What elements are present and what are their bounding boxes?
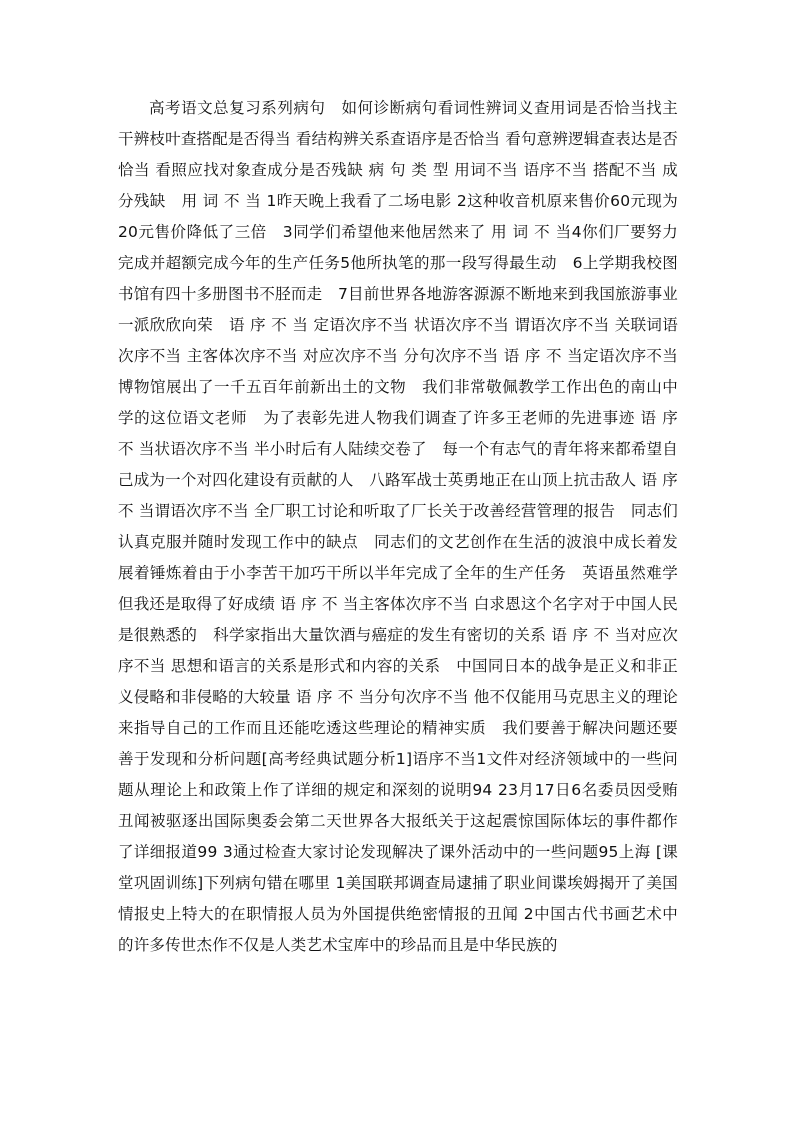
document-body-text: 高考语文总复习系列病句 如何诊断病句看词性辨词义查用词是否恰当找主干辨枝叶查搭配是否得当 看结构辨关系查语序是否恰当 看句意辨逻辑查表达是否恰当 看照应找对象查成分是否残缺 病 句 类 型 用词不当 语序不当 搭配不当 成分残缺 用 词 不 当 1昨天晚上我看了二场电影 2这种收音机原来售价60元现为20元售价降低了三倍 3同学们希望他来他居然来了 用 词 不 当4你们厂要努力完成并超额完成今年的生产任务5他所执笔的那一段写得最生动 6上学期我校图书馆有四十多册图书不胫而走 7目前世界各地游客源源不断地来到我国旅游事业一派欣欣向荣 语 序 不 当 定语次序不当 状语次序不当 谓语次序不当 关联词语次序不当 主客体次序不当 对应次序不当 分句次序不当 语 序 不 当定语次序不当 博物馆展出了一千五百年前新出土的文物 我们非常敬佩教学工作出色的南山中学的这位语文老师 为了表彰先进人物我们调查了许多王老师的先进事迹 语 序 不 当状语次序不当 半小时后有人陆续交卷了 每一个有志气的青年将来都希望自己成为一个对四化建设有贡献的人 八路军战士英勇地正在山顶上抗击敌人 语 序 不 当谓语次序不当 全厂职工讨论和听取了厂长关于改善经营管理的报告 同志们认真克服并随时发现工作中的缺点 同志们的文艺创作在生活的波浪中成长着发展着锤炼着由于小李苦干加巧干所以半年完成了全年的生产任务 英语虽然难学但我还是取得了好成绩 语 序 不 当主客体次序不当 白求恩这个名字对于中国人民是很熟悉的 科学家指出大量饮酒与癌症的发生有密切的关系 语 序 不 当对应次序不当 思想和语言的关系是形式和内容的关系 中国同日本的战争是正义和非正义侵略和非侵略的大较量 语 序 不 当分句次序不当 他不仅能用马克思主义的理论来指导自己的工作而且还能吃透这些理论的精神实质 我们要善于解决问题还要善于发现和分析问题[高考经典试题分析1]语序不当1文件对经济领域中的一些问题从理论上和政策上作了详细的规定和深刻的说明94 23月17日6名委员因受贿丑闻被驱逐出国际奥委会第二天世界各大报纸关于这起震惊国际体坛的事件都作了详细报道99 3通过检查大家讨论发现解决了课外活动中的一些问题95上海 [课堂巩固训练]下列病句错在哪里 1美国联邦调查局逮捕了职业间谍埃姆揭开了美国情报史上特大的在职情报人员为外国提供绝密情报的丑闻 2中国古代书画艺术中的许多传世杰作不仅是人类艺术宝库中的珍品而且是中华民族的 <box>118 99 678 954</box>
